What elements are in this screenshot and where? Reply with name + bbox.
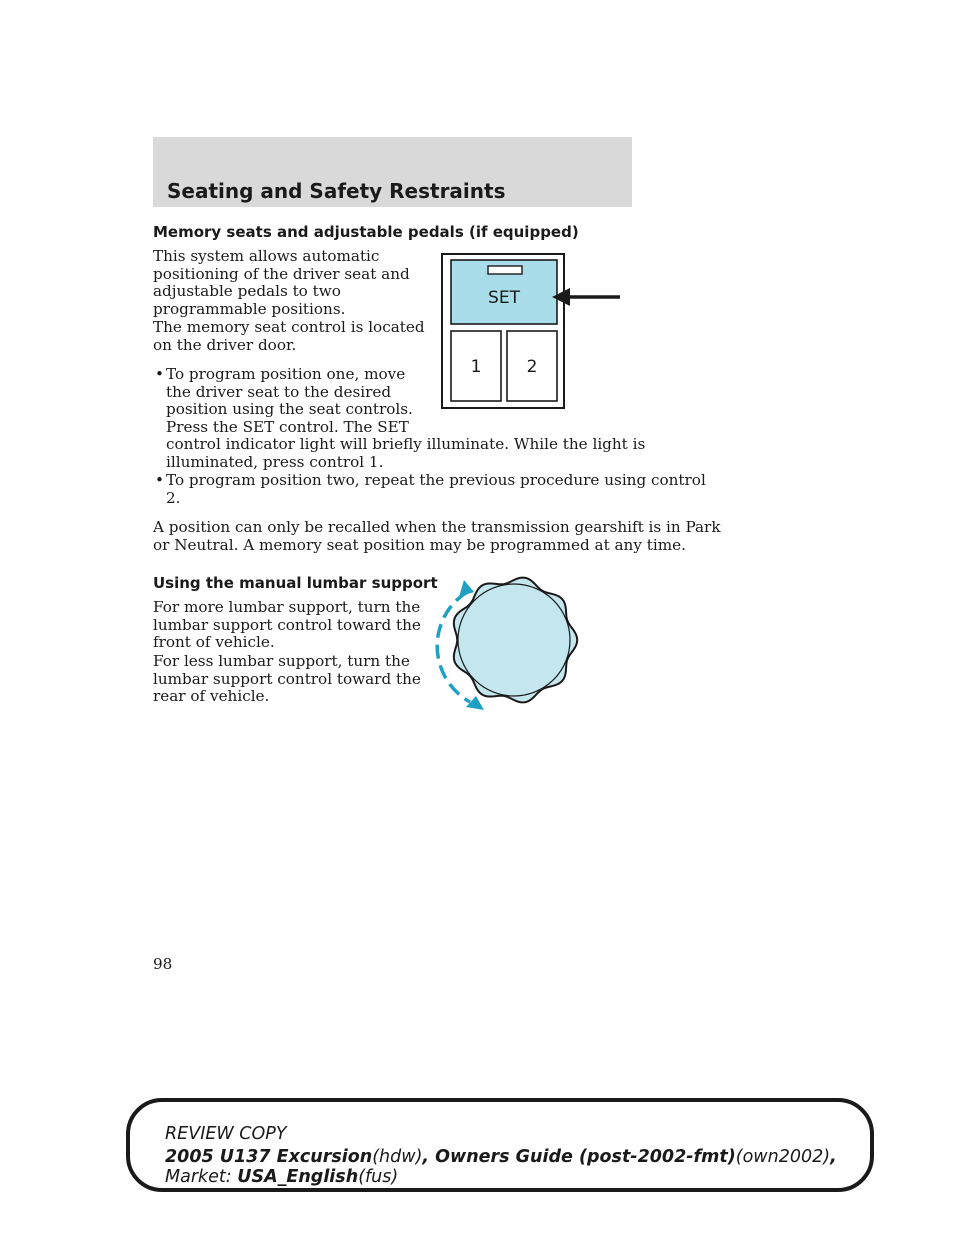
page-number: 98 [153,955,173,973]
section-header-band [153,137,632,207]
market-line: Market: USA_English(fus) [165,1167,399,1187]
rotation-arrow-up [459,580,474,597]
memory-location-paragraph: The memory seat control is located on the driver door. [153,318,425,354]
recall-paragraph: A position can only be recalled when the transmission gearshift is in Park or Neutral. A memory seat position may be programmed at any time. [153,518,721,554]
bullet-dot: • [155,471,164,489]
bullet-dot: • [155,365,164,383]
memory-button-2-label: 2 [526,357,538,377]
lumbar-knob [454,578,577,703]
set-button-label: SET [488,288,520,308]
lumbar-knob-illustration [420,570,590,720]
memory-intro-paragraph: This system allows automatic positioning of the driver seat and adjustable pedals to two programmable positions. [153,247,410,318]
lumbar-support-heading: Using the manual lumbar support [153,574,438,592]
memory-seats-heading: Memory seats and adjustable pedals (if equipped) [153,223,579,241]
less-lumbar-paragraph: For less lumbar support, turn the lumbar support control toward the rear of vehicle. [153,652,421,705]
review-copy-footer [126,1098,874,1192]
document-id-line: 2005 U137 Excursion(hdw), Owners Guide (post-2002-fmt)(own2002), [165,1147,837,1167]
memory-button-1-label: 1 [470,357,482,377]
program-position-two-bullet: • To program position two, repeat the previous procedure using control 2. [155,471,706,507]
review-copy-label: REVIEW COPY [165,1124,287,1144]
program-position-one-bullet: • To program position one, move the driver seat to the desired position using the seat controls. Press the SET control. The SET control indicator light will briefly illuminate. While the light is illuminated, press control 1. [155,365,646,471]
more-lumbar-paragraph: For more lumbar support, turn the lumbar support control toward the front of vehicle. [153,598,421,651]
set-indicator-light [488,266,522,274]
section-header-title: Seating and Safety Restraints [167,179,506,203]
memory-seat-control-illustration [440,250,630,412]
